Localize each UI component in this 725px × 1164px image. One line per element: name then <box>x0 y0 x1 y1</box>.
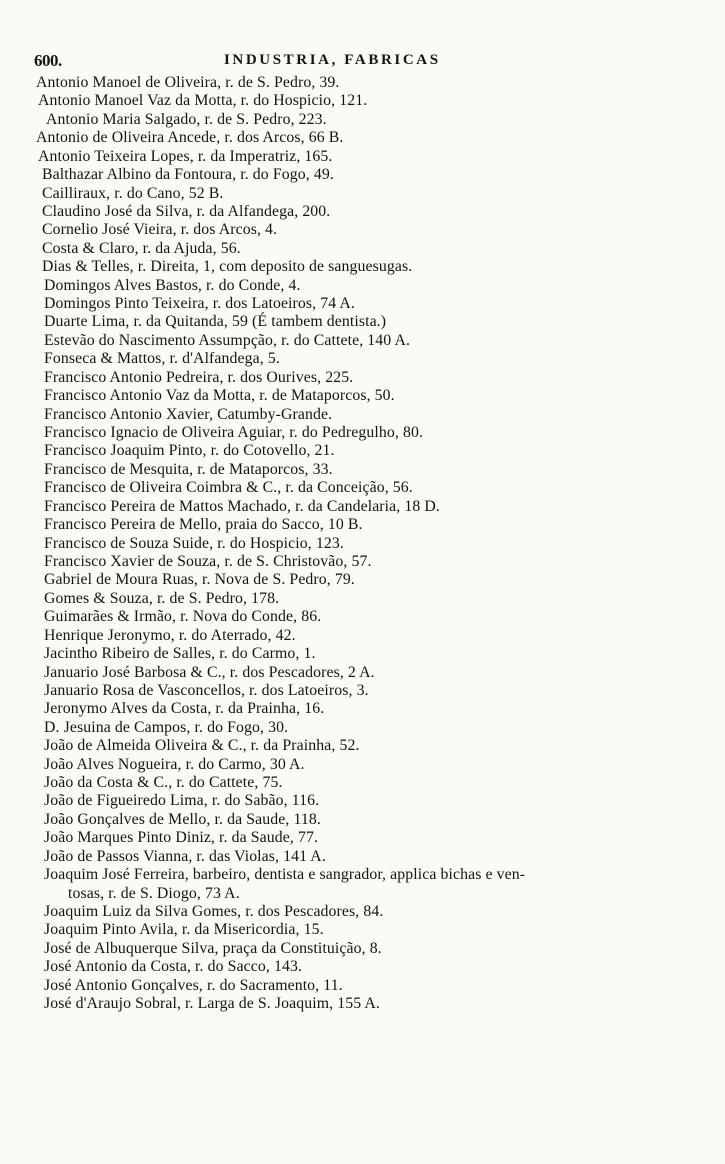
entry-text: Francisco Ignacio de Oliveira Aguiar, r. do Pedregulho, 80. <box>44 424 424 442</box>
list-item <box>0 166 725 184</box>
list-item <box>0 479 725 497</box>
entry-text: Cornelio José Vieira, r. dos Arcos, 4. <box>42 221 278 239</box>
list-item <box>0 350 725 368</box>
entry-text: Francisco Pereira de Mello, praia do Sacco, 10 B. <box>44 516 363 534</box>
entry-text: João de Passos Vianna, r. das Violas, 141 A. <box>44 847 326 865</box>
list-item <box>0 700 725 718</box>
entry-text: Domingos Pinto Teixeira, r. dos Latoeiros, 74 A. <box>44 295 355 313</box>
list-item <box>0 498 725 516</box>
list-item <box>0 903 725 921</box>
entry-text: Francisco Antonio Xavier, Catumby-Grande. <box>44 405 333 423</box>
entry-text: Januario José Barbosa & C., r. dos Pescadores, 2 A. <box>44 663 375 681</box>
list-item <box>0 958 725 976</box>
entry-text: Domingos Alves Bastos, r. do Conde, 4. <box>44 276 301 294</box>
page-header <box>34 51 494 73</box>
entry-text: Balthazar Albino da Fontoura, r. do Fogo, 49. <box>42 166 334 184</box>
list-item <box>0 921 725 939</box>
entry-text: José d'Araujo Sobral, r. Larga de S. Joaquim, 155 A. <box>44 995 380 1013</box>
list-item <box>0 811 725 829</box>
list-item <box>0 221 725 239</box>
list-item <box>0 129 725 147</box>
list-item <box>0 369 725 387</box>
list-item <box>0 148 725 166</box>
entry-text: Antonio Teixeira Lopes, r. da Imperatriz, 165. <box>38 147 333 165</box>
list-item <box>0 627 725 645</box>
entry-text: Antonio Manoel de Oliveira, r. de S. Pedro, 39. <box>36 74 340 91</box>
entry-text: Francisco de Oliveira Coimbra & C., r. da Conceição, 56. <box>44 479 413 497</box>
list-item <box>0 277 725 295</box>
entry-text: Duarte Lima, r. da Quitanda, 59 (É tambem dentista.) <box>44 313 387 331</box>
list-item <box>0 111 725 129</box>
entry-text: João Gonçalves de Mello, r. da Saude, 118. <box>44 810 321 828</box>
list-item <box>0 92 725 110</box>
entry-text: Joaquim Luiz da Silva Gomes, r. dos Pescadores, 84. <box>44 902 384 920</box>
list-item <box>0 516 725 534</box>
list-item <box>0 313 725 331</box>
entry-text: Francisco Joaquim Pinto, r. do Cotovello, 21. <box>44 442 335 460</box>
entry-text: Januario Rosa de Vasconcellos, r. dos Latoeiros, 3. <box>44 681 369 699</box>
list-item <box>0 332 725 350</box>
list-item <box>0 424 725 442</box>
list-item-continuation <box>0 885 725 903</box>
entry-text: Jeronymo Alves da Costa, r. da Prainha, 16. <box>44 700 325 718</box>
entry-text: Joaquim Pinto Avila, r. da Misericordia, 15. <box>44 921 324 939</box>
page-number: 600. <box>34 51 62 70</box>
list-item <box>0 442 725 460</box>
list-item <box>0 406 725 424</box>
entry-text: Jacintho Ribeiro de Salles, r. do Carmo, 1. <box>44 645 316 663</box>
entry-text: D. Jesuina de Campos, r. do Fogo, 30. <box>44 718 289 736</box>
list-item <box>0 553 725 571</box>
entry-text: Francisco Pereira de Mattos Machado, r. da Candelaria, 18 D. <box>44 497 440 515</box>
list-item <box>0 203 725 221</box>
list-item <box>0 240 725 258</box>
list-item <box>0 461 725 479</box>
entry-text: Gomes & Souza, r. de S. Pedro, 178. <box>44 589 280 607</box>
entry-text: Joaquim José Ferreira, barbeiro, dentista e sangrador, applica bichas e ven- <box>44 866 526 884</box>
list-item <box>0 608 725 626</box>
list-item <box>0 940 725 958</box>
entry-text: Dias & Telles, r. Direita, 1, com deposito de sanguesugas. <box>42 258 413 276</box>
list-item <box>0 664 725 682</box>
list-item <box>0 387 725 405</box>
list-item <box>0 185 725 203</box>
entry-text: João Alves Nogueira, r. do Carmo, 30 A. <box>44 755 305 773</box>
entry-text: Francisco Xavier de Souza, r. de S. Christovão, 57. <box>44 552 372 570</box>
list-item <box>0 258 725 276</box>
entry-text: Francisco de Souza Suide, r. do Hospicio, 123. <box>44 534 344 552</box>
entry-text: Claudino José da Silva, r. da Alfandega, 200. <box>42 202 331 220</box>
entry-text: José de Albuquerque Silva, praça da Constituição, 8. <box>44 939 382 957</box>
list-item <box>0 829 725 847</box>
entry-text: Antonio Maria Salgado, r. de S. Pedro, 223. <box>46 110 327 128</box>
list-item <box>0 866 725 884</box>
entry-text: Antonio Manoel Vaz da Motta, r. do Hospicio, 121. <box>38 92 368 110</box>
list-item <box>0 74 725 92</box>
list-item <box>0 995 725 1013</box>
running-title: INDUSTRIA, FABRICAS <box>224 52 441 68</box>
entry-text: Costa & Claro, r. da Ajuda, 56. <box>42 239 241 257</box>
entry-text: Guimarães & Irmão, r. Nova do Conde, 86. <box>44 608 322 626</box>
list-item <box>0 774 725 792</box>
list-item <box>0 590 725 608</box>
entry-text: João de Figueiredo Lima, r. do Sabão, 116. <box>44 792 320 810</box>
list-item <box>0 571 725 589</box>
list-item <box>0 682 725 700</box>
entry-text: Francisco de Mesquita, r. de Mataporcos, 33. <box>44 460 333 478</box>
entry-text: Francisco Antonio Vaz da Motta, r. de Mataporcos, 50. <box>44 387 395 405</box>
entry-text: tosas, r. de S. Diogo, 73 A. <box>68 884 240 902</box>
entry-text: João Marques Pinto Diniz, r. da Saude, 77. <box>44 829 319 847</box>
list-item <box>0 737 725 755</box>
list-item <box>0 848 725 866</box>
entry-text: Gabriel de Moura Ruas, r. Nova de S. Pedro, 79. <box>44 571 355 589</box>
entry-text: Henrique Jeronymo, r. do Aterrado, 42. <box>44 626 296 644</box>
list-item <box>0 645 725 663</box>
list-item <box>0 535 725 553</box>
entry-text: João da Costa & C., r. do Cattete, 75. <box>44 774 283 792</box>
entry-text: Fonseca & Mattos, r. d'Alfandega, 5. <box>44 350 280 368</box>
entry-text: João de Almeida Oliveira & C., r. da Prainha, 52. <box>44 737 360 755</box>
directory-list <box>0 74 725 1014</box>
list-item <box>0 295 725 313</box>
entry-text: Antonio de Oliveira Ancede, r. dos Arcos, 66 B. <box>36 129 344 147</box>
entry-text: José Antonio Gonçalves, r. do Sacramento, 11. <box>44 976 343 994</box>
entry-text: Francisco Antonio Pedreira, r. dos Ourives, 225. <box>44 368 354 386</box>
list-item <box>0 792 725 810</box>
entry-text: Cailliraux, r. do Cano, 52 B. <box>42 184 224 202</box>
entry-text: José Antonio da Costa, r. do Sacco, 143. <box>44 958 303 976</box>
list-item <box>0 756 725 774</box>
entry-text: Estevão do Nascimento Assumpção, r. do Cattete, 140 A. <box>44 331 411 349</box>
list-item <box>0 719 725 737</box>
list-item <box>0 977 725 995</box>
